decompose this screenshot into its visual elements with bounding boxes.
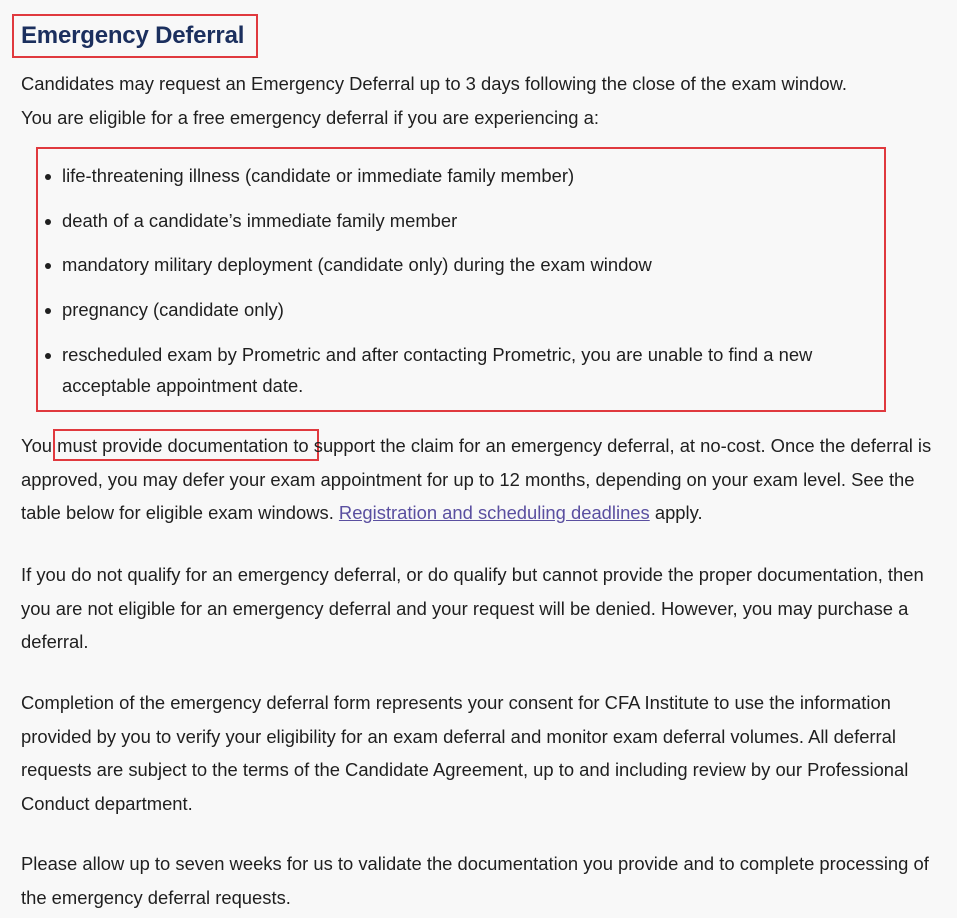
bullet-icon <box>45 174 51 180</box>
documentation-emphasis: must provide documentation <box>57 435 289 456</box>
intro-line-2: You are eligible for a free emergency deferral if you are experiencing a: <box>21 106 599 128</box>
documentation-paragraph: You must provide documentation to support the claim for an emergency deferral, at no-cost. Once the deferral is approved, you may defer your exam appointment for up to 12 months, depending on your exam level. See the table below for eligible exam windows. Registration and scheduling deadlines apply. <box>21 435 932 523</box>
bullet-icon <box>45 263 51 269</box>
list-item: life-threatening illness (candidate or immediate family member) <box>21 160 881 191</box>
intro-paragraph <box>21 67 941 134</box>
consent-paragraph: Completion of the emergency deferral form represents your consent for CFA Institute to use the information provided by you to verify your eligibility for an exam deferral and monitor exam deferral volumes. All deferral requests are subject to the terms of the Candidate Agreement, up to and including review by our Professional Conduct department. <box>21 692 909 814</box>
list-item: mandatory military deployment (candidate only) during the exam window <box>21 249 881 280</box>
list-item: rescheduled exam by Prometric and after contacting Prometric, you are unable to find a new acceptable appointment date. <box>21 339 881 401</box>
eligibility-list <box>21 160 881 414</box>
list-item: pregnancy (candidate only) <box>21 294 881 325</box>
timing-paragraph: Please allow up to seven weeks for us to validate the documentation you provide and to complete processing of the emergency deferral requests. <box>21 853 929 908</box>
intro-line-1: Candidates may request an Emergency Deferral up to 3 days following the close of the exam window. <box>21 73 847 94</box>
bullet-icon <box>45 353 51 359</box>
not-qualify-paragraph: If you do not qualify for an emergency deferral, or do qualify but cannot provide the proper documentation, then you are not eligible for an emergency deferral and your request will be denied. However, you may purchase a deferral. <box>21 564 924 652</box>
registration-deadlines-link[interactable]: Registration and scheduling deadlines <box>338 502 650 523</box>
list-item: death of a candidate’s immediate family member <box>21 205 881 236</box>
bullet-icon <box>45 308 51 314</box>
bullet-icon <box>45 219 51 225</box>
section-heading: Emergency Deferral <box>21 22 245 49</box>
